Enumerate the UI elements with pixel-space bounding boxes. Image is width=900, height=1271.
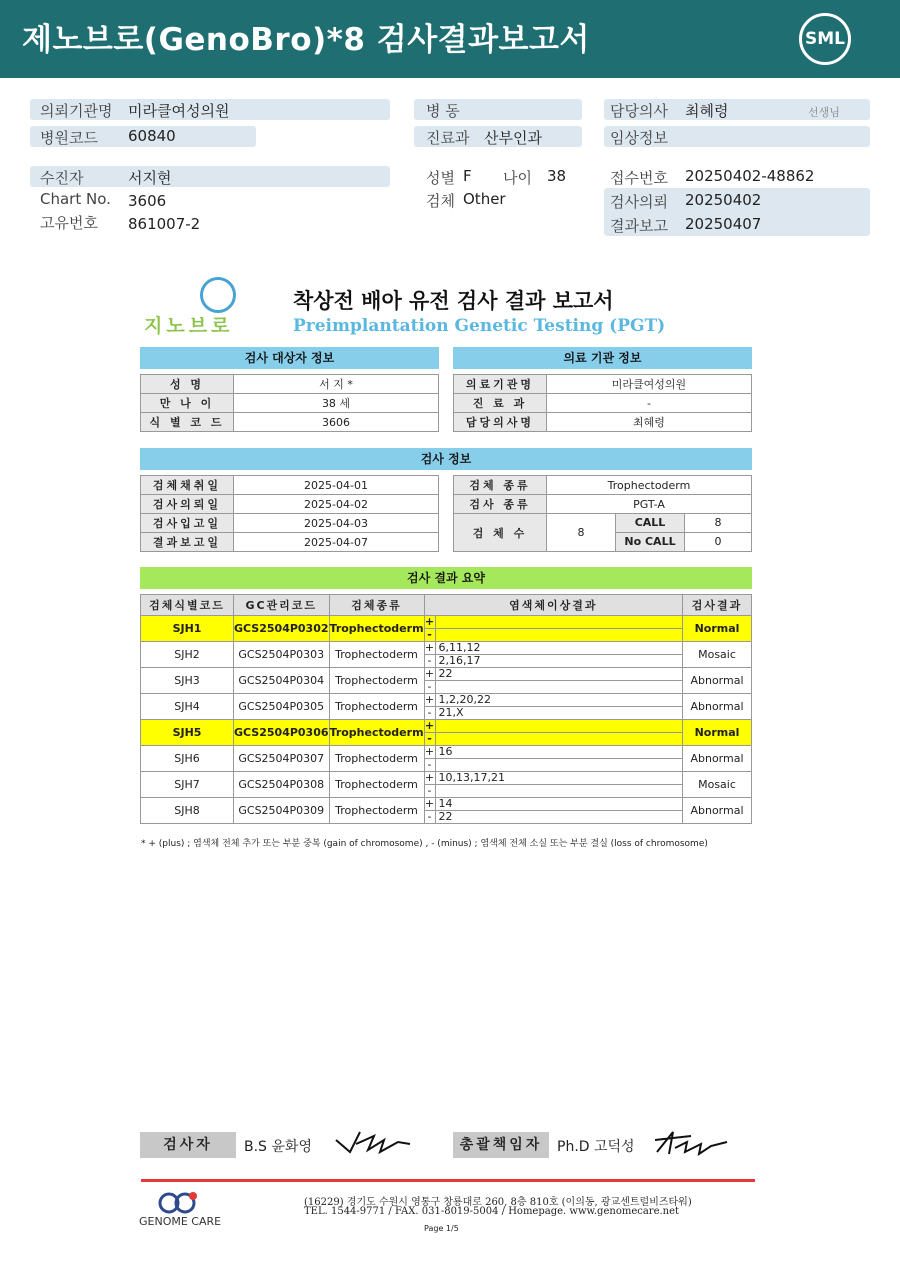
- result-cell: Normal: [683, 616, 752, 642]
- subject-value: 서 지 *: [234, 375, 439, 394]
- age-value: 38: [547, 167, 567, 185]
- loss-value: 2,16,17: [438, 654, 481, 667]
- chart-no-value: 3606: [128, 192, 167, 210]
- specimen-type-cell: Trophectoderm: [329, 798, 424, 824]
- nocall-key: No CALL: [616, 533, 685, 551]
- test-specimen-table: [453, 475, 752, 552]
- gain-line: [425, 798, 682, 811]
- director-name: Ph.D 고덕성: [557, 1139, 635, 1155]
- test-dates-table: [140, 475, 439, 552]
- gc-code-cell: GCS2504P0302: [234, 616, 330, 642]
- institution-info-title: 의료 기관 정보: [453, 347, 752, 369]
- gain-value: [436, 720, 439, 732]
- institution-value: -: [547, 394, 752, 413]
- table-row: [141, 772, 752, 798]
- legend-note: * + (plus) ; 염색체 전체 추가 또는 부분 중복 (gain of chromosome) , - (minus) ; 염색체 전체 소실 또는 부분 결실 (loss of chromosome): [141, 839, 708, 849]
- gc-code-cell: GCS2504P0306: [234, 720, 330, 746]
- clinical-label: 임상정보: [610, 129, 668, 147]
- subject-key: 만 나 이: [141, 394, 234, 413]
- test-date-value: 2025-04-03: [234, 514, 439, 533]
- gain-line: [425, 720, 682, 733]
- test-date-value: 2025-04-02: [234, 495, 439, 514]
- plus-sign: +: [424, 797, 435, 810]
- result-cell: Normal: [683, 720, 752, 746]
- call-key: CALL: [616, 514, 685, 532]
- report-title: 착상전 배아 유전 검사 결과 보고서: [293, 289, 614, 313]
- minus-sign: -: [425, 759, 436, 771]
- gc-code-cell: GCS2504P0309: [234, 798, 330, 824]
- examiner-label: 검사자: [140, 1132, 236, 1158]
- sample-id-cell: SJH7: [141, 772, 234, 798]
- gc-code-cell: GCS2504P0305: [234, 694, 330, 720]
- table-row: [141, 798, 752, 824]
- request-date-label: 검사의뢰: [610, 193, 668, 211]
- plus-sign: +: [424, 667, 435, 680]
- company-address: (16229) 경기도 수원시 영통구 창룡대로 260, 8층 810호 (이의동, 광교센트럴비즈타워): [304, 1197, 692, 1208]
- institution-key: 의료기관명: [454, 375, 547, 394]
- col-header-result: 검사결과: [683, 595, 752, 616]
- specimen-count-value: 8: [547, 514, 616, 552]
- minus-sign: -: [425, 811, 436, 823]
- company-contact: TEL. 1544-9771 / FAX. 031-8019-5004 / Homepage. www.genomecare.net: [304, 1206, 680, 1217]
- call-row: [616, 514, 752, 533]
- loss-line: [425, 629, 682, 641]
- patient-value: 서지현: [128, 169, 172, 187]
- gain-value: 10,13,17,21: [438, 771, 506, 784]
- table-row: [141, 720, 752, 746]
- report-date-label: 결과보고: [610, 217, 668, 235]
- test-date-key: 검사입고일: [141, 514, 234, 533]
- gc-code-cell: GCS2504P0308: [234, 772, 330, 798]
- specimen-type-cell: Trophectoderm: [329, 694, 424, 720]
- specimen-type-cell: Trophectoderm: [329, 668, 424, 694]
- gain-line: [425, 616, 682, 629]
- genobro-logo-text: 지노브로: [144, 315, 234, 337]
- loss-line: [425, 681, 682, 693]
- minus-sign: -: [425, 785, 436, 797]
- results-summary-table: [140, 594, 752, 824]
- test-info-title: 검사 정보: [140, 448, 752, 470]
- result-cell: Mosaic: [683, 642, 752, 668]
- patient-label: 수진자: [40, 169, 84, 187]
- institution-key: 진 료 과: [454, 394, 547, 413]
- table-row: [141, 746, 752, 772]
- plus-sign: +: [424, 641, 435, 654]
- genome-care-logo-icon: [157, 1190, 199, 1216]
- specimen-type-cell: Trophectoderm: [329, 720, 424, 746]
- result-cell: Abnormal: [683, 798, 752, 824]
- loss-line: [425, 811, 682, 823]
- test-date-key: 검체채취일: [141, 476, 234, 495]
- specimen-type-cell: Trophectoderm: [329, 616, 424, 642]
- gain-line: [425, 746, 682, 759]
- company-name: GENOME CARE: [139, 1215, 222, 1228]
- subject-value: 38 세: [234, 394, 439, 413]
- plus-sign: +: [424, 615, 435, 628]
- hospital-code-value: 60840: [128, 127, 176, 145]
- gc-code-cell: GCS2504P0307: [234, 746, 330, 772]
- minus-sign: -: [425, 681, 436, 693]
- gain-value: 6,11,12: [438, 641, 481, 654]
- col-header-sample-id: 검체식별코드: [141, 595, 234, 616]
- report-date-value: 20250407: [685, 215, 762, 233]
- receipt-no-label: 접수번호: [610, 169, 668, 187]
- subject-info-title: 검사 대상자 정보: [140, 347, 439, 369]
- gain-value: 22: [438, 667, 453, 680]
- loss-value: [436, 681, 439, 693]
- examiner-name: B.S 윤화영: [244, 1139, 312, 1155]
- loss-line: [425, 655, 682, 667]
- chromosome-result-cell: [424, 616, 682, 642]
- subject-info-table: [140, 374, 439, 432]
- gain-line: [425, 772, 682, 785]
- loss-line: [425, 759, 682, 771]
- institution-value: 최혜령: [547, 413, 752, 432]
- receipt-no-value: 20250402-48862: [685, 167, 815, 185]
- loss-value: [436, 785, 439, 797]
- hospital-code-label: 병원코드: [40, 129, 98, 147]
- plus-sign: +: [424, 719, 435, 732]
- chromosome-result-cell: [424, 746, 682, 772]
- specimen-value: Other: [463, 190, 506, 208]
- plus-sign: +: [424, 771, 435, 784]
- unique-no-label: 고유번호: [40, 214, 98, 232]
- gain-line: [425, 668, 682, 681]
- subject-value: 3606: [234, 413, 439, 432]
- table-row: [141, 616, 752, 642]
- institution-info-table: [453, 374, 752, 432]
- loss-value: 21,X: [438, 706, 464, 719]
- examiner-signature: [334, 1128, 414, 1158]
- nocall-row: [616, 533, 752, 552]
- sample-id-cell: SJH4: [141, 694, 234, 720]
- chromosome-result-cell: [424, 772, 682, 798]
- director-signature: [651, 1126, 731, 1160]
- gain-value: 1,2,20,22: [438, 693, 492, 706]
- test-date-value: 2025-04-07: [234, 533, 439, 552]
- page-title: 제노브로(GenoBro)*8 검사결과보고서: [22, 22, 590, 58]
- loss-line: [425, 785, 682, 797]
- ward-label: 병 동: [426, 102, 460, 120]
- chromosome-result-cell: [424, 642, 682, 668]
- doctor-value: 최혜령: [685, 102, 729, 120]
- sample-id-cell: SJH5: [141, 720, 234, 746]
- specimen-type-cell: Trophectoderm: [329, 642, 424, 668]
- chromosome-result-cell: [424, 694, 682, 720]
- doctor-suffix: 선생님: [808, 106, 840, 119]
- subject-key: 식 별 코 드: [141, 413, 234, 432]
- test-date-key: 결과보고일: [141, 533, 234, 552]
- request-date-value: 20250402: [685, 191, 762, 209]
- result-cell: Abnormal: [683, 746, 752, 772]
- gain-value: 14: [438, 797, 453, 810]
- minus-sign: -: [425, 707, 436, 719]
- report-subtitle: Preimplantation Genetic Testing (PGT): [293, 316, 666, 336]
- plus-sign: +: [424, 745, 435, 758]
- chromosome-result-cell: [424, 668, 682, 694]
- specimen-type-value: Trophectoderm: [547, 476, 752, 495]
- gain-value: 16: [438, 745, 453, 758]
- sample-id-cell: SJH1: [141, 616, 234, 642]
- unique-no-value: 861007-2: [128, 215, 201, 233]
- col-header-chromosome-result: 염색체이상결과: [424, 595, 682, 616]
- loss-value: 22: [438, 810, 453, 823]
- institution-label: 의뢰기관명: [40, 102, 113, 120]
- specimen-count-key: 검 체 수: [454, 514, 547, 552]
- department-value: 산부인과: [484, 129, 542, 147]
- sex-value: F: [463, 167, 472, 185]
- test-date-key: 검사의뢰일: [141, 495, 234, 514]
- loss-line: [425, 707, 682, 719]
- col-header-gc-code: GC관리코드: [234, 595, 330, 616]
- specimen-type-key: 검체 종류: [454, 476, 547, 495]
- test-type-key: 검사 종류: [454, 495, 547, 514]
- test-date-value: 2025-04-01: [234, 476, 439, 495]
- sample-id-cell: SJH3: [141, 668, 234, 694]
- director-label: 총괄책임자: [453, 1132, 549, 1158]
- subject-key: 성 명: [141, 375, 234, 394]
- institution-value: 미라클여성의원: [547, 375, 752, 394]
- doctor-label: 담당의사: [610, 102, 668, 120]
- result-cell: Abnormal: [683, 668, 752, 694]
- result-cell: Abnormal: [683, 694, 752, 720]
- result-cell: Mosaic: [683, 772, 752, 798]
- gc-code-cell: GCS2504P0303: [234, 642, 330, 668]
- minus-sign: -: [425, 629, 436, 641]
- specimen-label: 검체: [426, 192, 455, 210]
- chromosome-result-cell: [424, 798, 682, 824]
- dna-magnifier-icon: [200, 277, 236, 313]
- sex-label: 성별: [426, 169, 455, 187]
- gain-value: [436, 616, 439, 628]
- institution-key: 담당의사명: [454, 413, 547, 432]
- nocall-value: 0: [714, 535, 722, 548]
- institution-value: 미라클여성의원: [128, 102, 230, 120]
- test-type-value: PGT-A: [547, 495, 752, 514]
- chart-no-label: Chart No.: [40, 190, 111, 208]
- loss-value: [436, 629, 439, 641]
- sample-id-cell: SJH8: [141, 798, 234, 824]
- department-label: 진료과: [426, 129, 470, 147]
- table-row: [141, 642, 752, 668]
- loss-value: [436, 759, 439, 771]
- loss-line: [425, 733, 682, 745]
- table-row: [141, 668, 752, 694]
- patient-field-bg: [30, 166, 390, 187]
- footer-divider: [141, 1179, 755, 1182]
- specimen-type-cell: Trophectoderm: [329, 772, 424, 798]
- age-label: 나이: [503, 169, 532, 187]
- minus-sign: -: [425, 733, 436, 745]
- gc-code-cell: GCS2504P0304: [234, 668, 330, 694]
- minus-sign: -: [425, 655, 436, 667]
- plus-sign: +: [424, 693, 435, 706]
- specimen-type-cell: Trophectoderm: [329, 746, 424, 772]
- loss-value: [436, 733, 439, 745]
- page-number: Page 1/5: [424, 1224, 459, 1233]
- sml-logo: SML: [799, 13, 851, 65]
- sample-id-cell: SJH6: [141, 746, 234, 772]
- summary-title: 검사 결과 요약: [140, 567, 752, 589]
- col-header-specimen-type: 검체종류: [329, 595, 424, 616]
- call-value: 8: [714, 516, 722, 529]
- sample-id-cell: SJH2: [141, 642, 234, 668]
- chromosome-result-cell: [424, 720, 682, 746]
- table-row: [141, 694, 752, 720]
